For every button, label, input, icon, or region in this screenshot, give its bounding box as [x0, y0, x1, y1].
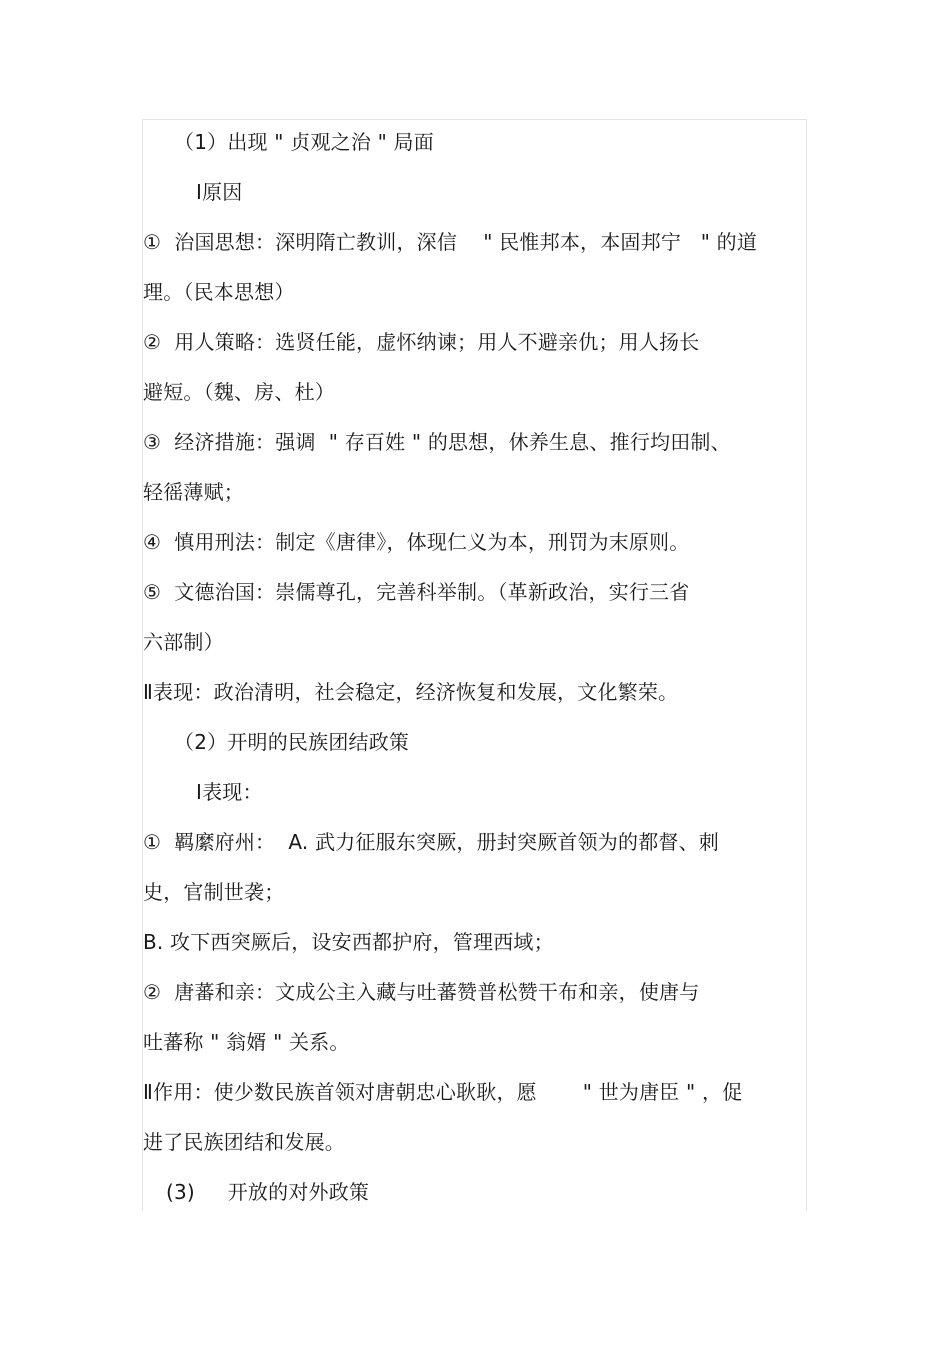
reason-2-line-1: ② 用人策略：选贤任能，虚怀纳谏；用人不避亲仇；用人扬长 — [143, 330, 700, 354]
effect-line-2: 进了民族团结和发展。 — [143, 1130, 345, 1154]
effect-line-1: Ⅱ作用：使少数民族首领对唐朝忠心耿耿，愿 " 世为唐臣 " ，促 — [143, 1080, 743, 1104]
reason-3-line-2: 轻徭薄赋； — [143, 480, 244, 504]
manifestation-line: Ⅱ表现：政治清明，社会稳定，经济恢复和发展，文化繁荣。 — [143, 680, 679, 704]
section-1-heading: （1）出现 " 贞观之治 " 局面 — [174, 130, 434, 154]
reason-1-line-2: 理。（民本思想） — [143, 280, 295, 304]
section-2-heading: （2）开明的民族团结政策 — [174, 730, 410, 754]
policy-1-line-3: B. 攻下西突厥后，设安西都护府，管理西域； — [143, 930, 554, 954]
section-3-heading: (3) 开放的对外政策 — [166, 1180, 370, 1204]
subsection-manifestation: Ⅰ表现： — [196, 780, 263, 804]
policy-1-line-2: 史，官制世袭； — [143, 880, 285, 904]
reason-5-line-1: ⑤ 文德治国：崇儒尊孔，完善科举制。（革新政治，实行三省 — [143, 580, 690, 604]
policy-2-line-1: ② 唐蕃和亲：文成公主入藏与吐蕃赞普松赞干布和亲，使唐与 — [143, 980, 700, 1004]
reason-3-line-1: ③ 经济措施：强调 " 存百姓 " 的思想，休养生息、推行均田制、 — [143, 430, 731, 454]
reason-4-line-1: ④ 慎用刑法：制定《唐律》，体现仁义为本，刑罚为末原则。 — [143, 530, 690, 554]
subsection-reasons: Ⅰ原因 — [196, 180, 243, 204]
reason-2-line-2: 避短。（魏、房、杜） — [143, 380, 335, 404]
policy-2-line-2: 吐蕃称 " 翁婿 " 关系。 — [143, 1030, 350, 1054]
reason-1-line-1: ① 治国思想：深明隋亡教训，深信 " 民惟邦本，本固邦宁 " 的道 — [143, 230, 758, 254]
reason-5-line-2: 六部制） — [143, 630, 224, 654]
policy-1-line-1: ① 羁縻府州： A. 武力征服东突厥，册封突厥首领为的都督、刺 — [143, 830, 720, 854]
